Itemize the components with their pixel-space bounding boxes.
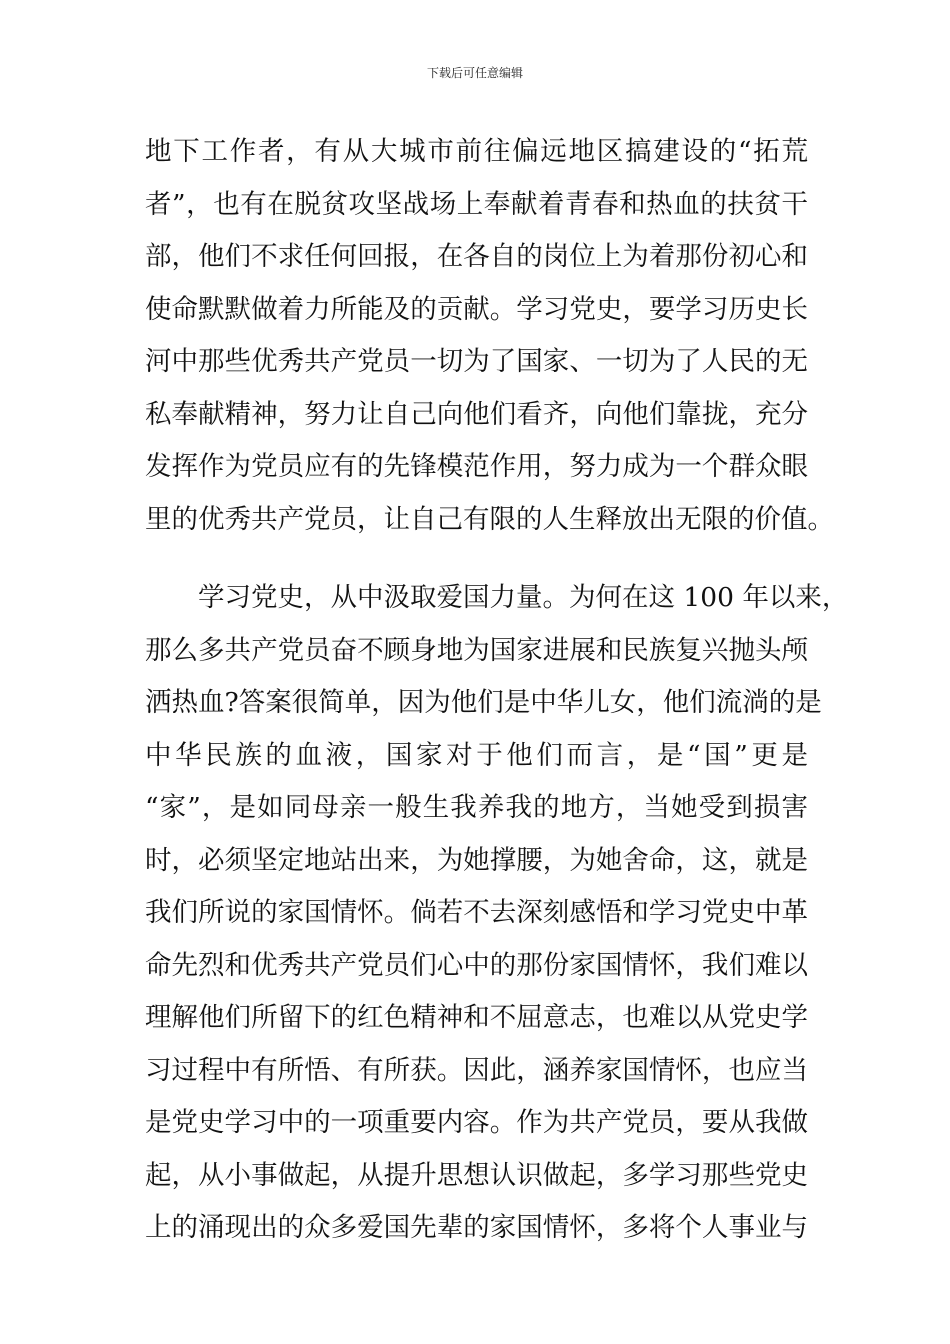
paragraph-continuation xyxy=(145,126,834,546)
paragraph-line: 里的优秀共产党员，让自己有限的人生释放出无限的价值。 xyxy=(145,503,834,535)
paragraph-line: 习过程中有所悟、有所获。因此，涵养家国情怀，也应当 xyxy=(145,1054,808,1086)
paragraph-line: 是党史学习中的一项重要内容。作为共产党员，要从我做 xyxy=(145,1107,808,1138)
paragraph-line: 我们所说的家国情怀。倘若不去深刻感悟和学习党史中革 xyxy=(145,897,808,928)
paragraph-patriotism xyxy=(145,572,849,1255)
paragraph-line: 部，他们不求任何回报，在各自的岗位上为着那份初心和 xyxy=(145,241,808,272)
paragraph-line: 学习党史，从中汲取爱国力量。为何在这 100 年以来， xyxy=(198,582,849,613)
paragraph-line: 地下工作者，有从大城市前往偏远地区搞建设的“拓荒 xyxy=(145,136,808,167)
paragraph-line: 使命默默做着力所能及的贡献。学习党史，要学习历史长 xyxy=(145,293,808,325)
paragraph-line: 上的涌现出的众多爱国先辈的家国情怀，多将个人事业与 xyxy=(145,1212,808,1243)
paragraph-line: “家”，是如同母亲一般生我养我的地方，当她受到损害 xyxy=(145,792,808,823)
page-header-note: 下载后可任意编辑 xyxy=(426,66,523,80)
paragraph-line: 私奉献精神，努力让自己向他们看齐，向他们靠拢，充分 xyxy=(145,398,808,430)
paragraph-line: 时，必须坚定地站出来，为她撑腰，为她舍命，这，就是 xyxy=(145,844,808,876)
paragraph-line: 河中那些优秀共产党员一切为了国家、一切为了人民的无 xyxy=(145,346,808,377)
paragraph-line: 者”，也有在脱贫攻坚战场上奉献着青春和热血的扶贫干 xyxy=(145,188,808,220)
paragraph-line: 命先烈和优秀共产党员们心中的那份家国情怀，我们难以 xyxy=(145,949,808,981)
paragraph-line: 那么多共产党员奋不顾身地为国家进展和民族复兴抛头颅 xyxy=(145,634,808,666)
paragraph-line: 发挥作为党员应有的先锋模范作用，努力成为一个群众眼 xyxy=(145,451,808,482)
paragraph-line: 洒热血?答案很简单，因为他们是中华儿女，他们流淌的是 xyxy=(145,687,822,718)
paragraph-line: 中华民族的血液，国家对于他们而言，是“国”更是 xyxy=(145,739,808,771)
paragraph-line: 理解他们所留下的红色精神和不屈意志，也难以从党史学 xyxy=(145,1002,808,1033)
paragraph-line: 起，从小事做起，从提升思想认识做起，多学习那些党史 xyxy=(145,1159,808,1191)
